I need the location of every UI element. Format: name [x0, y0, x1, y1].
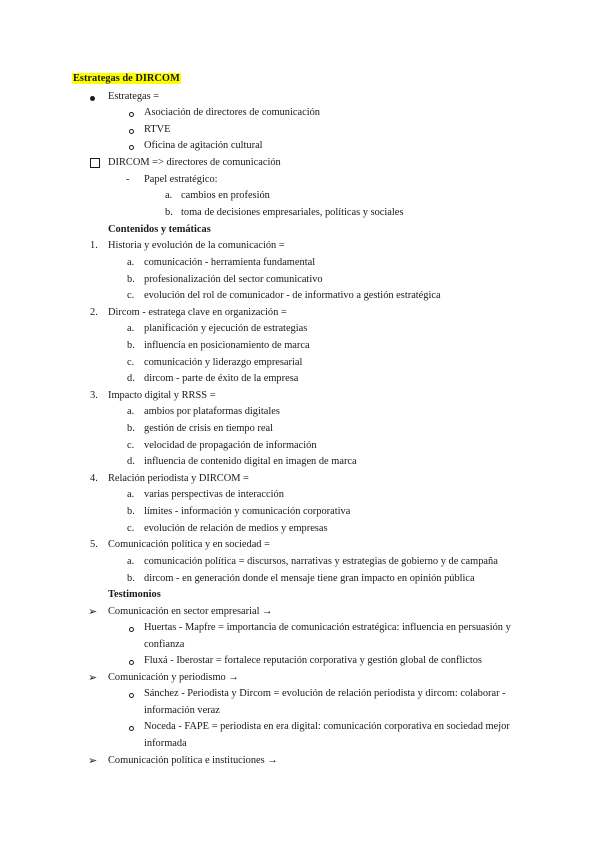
highlighted-title: Estrategas de DIRCOM	[73, 73, 180, 84]
list-item: ambios por plataformas digitales	[144, 406, 280, 417]
list-marker: a.	[127, 556, 135, 567]
list-item: gestión de crisis en tiempo real	[144, 423, 273, 434]
estrategas-item: RTVE	[144, 124, 171, 135]
list-marker: a.	[127, 406, 135, 417]
list-item: dircom - parte de éxito de la empresa	[144, 373, 299, 384]
section-heading: Testimonios	[108, 589, 161, 600]
section-title: Historia y evolución de la comunicación =	[108, 240, 285, 251]
testimonio-item: Noceda - FAPE = periodista en era digital: comunicación corporativa en sociedad mejor	[144, 721, 510, 732]
hollow-bullet-icon	[129, 726, 134, 731]
hollow-bullet-icon	[129, 660, 134, 665]
testimonio-item-cont: confianza	[144, 639, 185, 650]
testimonio-group-title: Comunicación en sector empresarial →	[108, 606, 273, 617]
testimonio-item-cont: información veraz	[144, 705, 220, 716]
testimonio-item: Huertas - Mapfre = importancia de comunicación estratégica: influencia en persuasión y	[144, 622, 511, 633]
checkbox-icon[interactable]	[90, 158, 100, 168]
section-title: Impacto digital y RRSS =	[108, 390, 216, 401]
hollow-bullet-icon	[129, 693, 134, 698]
list-marker: a.	[127, 257, 135, 268]
papel-label: Papel estratégico:	[144, 174, 218, 185]
arrow-bullet-icon: ➢	[88, 671, 98, 684]
list-item: velocidad de propagación de información	[144, 440, 317, 451]
list-item: dircom - en generación donde el mensaje tiene gran impacto en opinión pública	[144, 573, 475, 584]
section-title: Dircom - estratega clave en organización =	[108, 307, 287, 318]
hollow-bullet-icon	[129, 129, 134, 134]
list-marker: b.	[127, 340, 135, 351]
list-item: comunicación - herramienta fundamental	[144, 257, 316, 268]
list-marker: d.	[127, 456, 135, 467]
testimonio-group-title: Comunicación y periodismo →	[108, 672, 239, 683]
hollow-bullet-icon	[129, 112, 134, 117]
dircom-label: DIRCOM => directores de comunicación	[108, 157, 281, 168]
hollow-bullet-icon	[129, 627, 134, 632]
list-item: influencia en posicionamiento de marca	[144, 340, 310, 351]
papel-item: toma de decisiones empresariales, políticas y sociales	[181, 207, 404, 218]
list-marker: c.	[127, 523, 135, 534]
dash-marker: -	[126, 174, 130, 185]
estrategas-item: Asociación de directores de comunicación	[144, 107, 320, 118]
list-item: comunicación y liderazgo empresarial	[144, 357, 303, 368]
hollow-bullet-icon	[129, 145, 134, 150]
section-title: Relación periodista y DIRCOM =	[108, 473, 249, 484]
list-marker: 5.	[90, 539, 98, 550]
list-marker: b.	[127, 274, 135, 285]
list-marker: c.	[127, 290, 135, 301]
list-item: evolución de relación de medios y empresas	[144, 523, 328, 534]
list-item: comunicación política = discursos, narrativas y estrategias de gobierno y de campaña	[144, 556, 498, 567]
list-marker: b.	[127, 573, 135, 584]
list-marker: b.	[127, 423, 135, 434]
section-heading: Contenidos y temáticas	[108, 224, 211, 235]
arrow-bullet-icon: ➢	[88, 754, 98, 767]
list-marker: 3.	[90, 390, 98, 401]
papel-item: cambios en profesión	[181, 190, 270, 201]
testimonio-item-cont: informada	[144, 738, 187, 749]
list-marker: c.	[127, 357, 135, 368]
list-marker: a.	[127, 489, 135, 500]
list-marker: 2.	[90, 307, 98, 318]
document-title	[72, 71, 181, 88]
list-marker: b.	[127, 506, 135, 517]
list-item: planificación y ejecución de estrategias	[144, 323, 308, 334]
testimonio-item: Sánchez - Periodista y Dircom = evolución de relación periodista y dircom: colaborar -	[144, 688, 506, 699]
list-marker: a.	[165, 190, 173, 201]
testimonio-item: Fluxá - Iberostar = fortalece reputación corporativa y gestión global de conflictos	[144, 655, 482, 666]
list-marker: a.	[127, 323, 135, 334]
testimonio-group-title: Comunicación política e instituciones →	[108, 755, 278, 766]
list-item: profesionalización del sector comunicativo	[144, 274, 323, 285]
list-marker: 1.	[90, 240, 98, 251]
list-marker: 4.	[90, 473, 98, 484]
list-item: límites - información y comunicación corporativa	[144, 506, 351, 517]
list-marker: d.	[127, 373, 135, 384]
list-item: influencia de contenido digital en imagen de marca	[144, 456, 357, 467]
list-item: varias perspectivas de interacción	[144, 489, 284, 500]
list-item: evolución del rol de comunicador - de informativo a gestión estratégica	[144, 290, 441, 301]
list-marker: c.	[127, 440, 135, 451]
estrategas-item: Oficina de agitación cultural	[144, 140, 263, 151]
bullet-icon	[90, 96, 95, 101]
section-title: Comunicación política y en sociedad =	[108, 539, 270, 550]
list-marker: b.	[165, 207, 173, 218]
estrategas-label: Estrategas =	[108, 91, 160, 102]
arrow-bullet-icon: ➢	[88, 605, 98, 618]
